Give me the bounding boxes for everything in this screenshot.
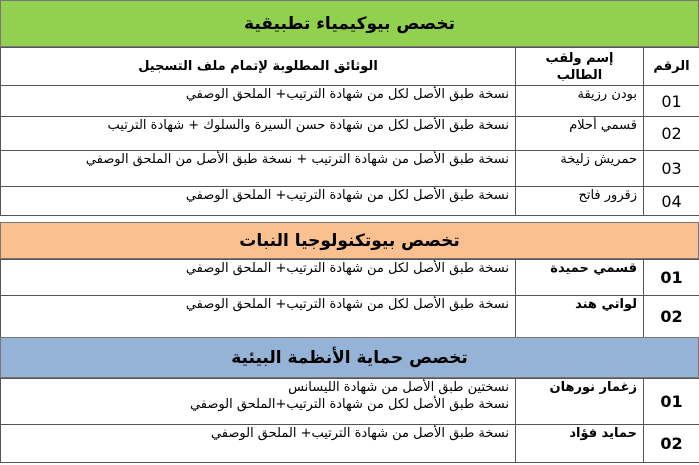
table-row	[1, 379, 699, 425]
table-row	[1, 86, 699, 117]
required-documents-line: نسختين طبق الأصل من شهادة الليسانس	[288, 380, 509, 395]
student-name: حمريش زليخة	[516, 151, 644, 187]
required-documents: نسخة طبق الأصل لكل من شهادة الترتيب+ الملحق الوصفي	[1, 187, 516, 216]
table-row	[1, 117, 699, 151]
section-title-ecosystem-protection: تخصص حماية الأنظمة البيئية	[0, 337, 699, 378]
required-documents: نسخة طبق الأصل من شهادة الترتيب+ الملحق الوصفي	[1, 425, 516, 463]
required-documents: نسخة طبق الأصل لكل من شهادة الترتيب+ الملحق الوصفي	[1, 260, 516, 296]
student-name: بودن رزيقة	[516, 86, 644, 117]
section-title-plant-biotechnology: تخصص بيوتكنولوجيا النبات	[0, 222, 699, 259]
student-name: حمايد فؤاد	[516, 425, 644, 463]
row-number: 02	[644, 296, 699, 338]
header-number: الرقم	[644, 48, 699, 86]
required-documents: نسخة طبق الأصل لكل من شهادة الترتيب+ الملحق الوصفي	[1, 86, 516, 117]
student-name: قسمي أحلام	[516, 117, 644, 151]
row-number: 01	[644, 260, 699, 296]
student-name: لواتي هند	[516, 296, 644, 338]
student-name: زقرور فاتح	[516, 187, 644, 216]
student-name: قسمي حميدة	[516, 260, 644, 296]
table-row	[1, 260, 699, 296]
row-number: 04	[644, 187, 699, 216]
required-documents	[1, 379, 516, 425]
student-name: زغمار نورهان	[516, 379, 644, 425]
ecosystem-protection-table	[0, 378, 699, 463]
applied-biochemistry-table	[0, 47, 699, 216]
table-row	[1, 151, 699, 187]
row-number: 02	[644, 117, 699, 151]
row-number: 01	[644, 379, 699, 425]
table-header-row	[1, 48, 699, 86]
required-documents: نسخة طبق الأصل لكل من شهادة حسن السيرة والسلوك + شهادة الترتيب	[1, 117, 516, 151]
section-title-applied-biochemistry: تخصص بيوكيمياء تطبيقية	[0, 0, 699, 47]
table-row	[1, 187, 699, 216]
required-documents: نسخة طبق الأصل لكل من شهادة الترتيب+ الملحق الوصفي	[1, 296, 516, 338]
plant-biotechnology-table	[0, 259, 699, 338]
row-number: 03	[644, 151, 699, 187]
header-required-documents: الوثائق المطلوبة لإتمام ملف التسجيل	[1, 48, 516, 86]
row-number: 02	[644, 425, 699, 463]
required-documents-line: نسخة طبق الأصل لكل من شهادة الترتيب+الملحق الوصفي	[189, 397, 509, 412]
table-row	[1, 425, 699, 463]
row-number: 01	[644, 86, 699, 117]
table-row	[1, 296, 699, 338]
required-documents: نسخة طبق الأصل من شهادة الترتيب + نسخة طبق الأصل من الملحق الوصفي	[1, 151, 516, 187]
header-student-name: إسم ولقب الطالب	[516, 48, 644, 86]
